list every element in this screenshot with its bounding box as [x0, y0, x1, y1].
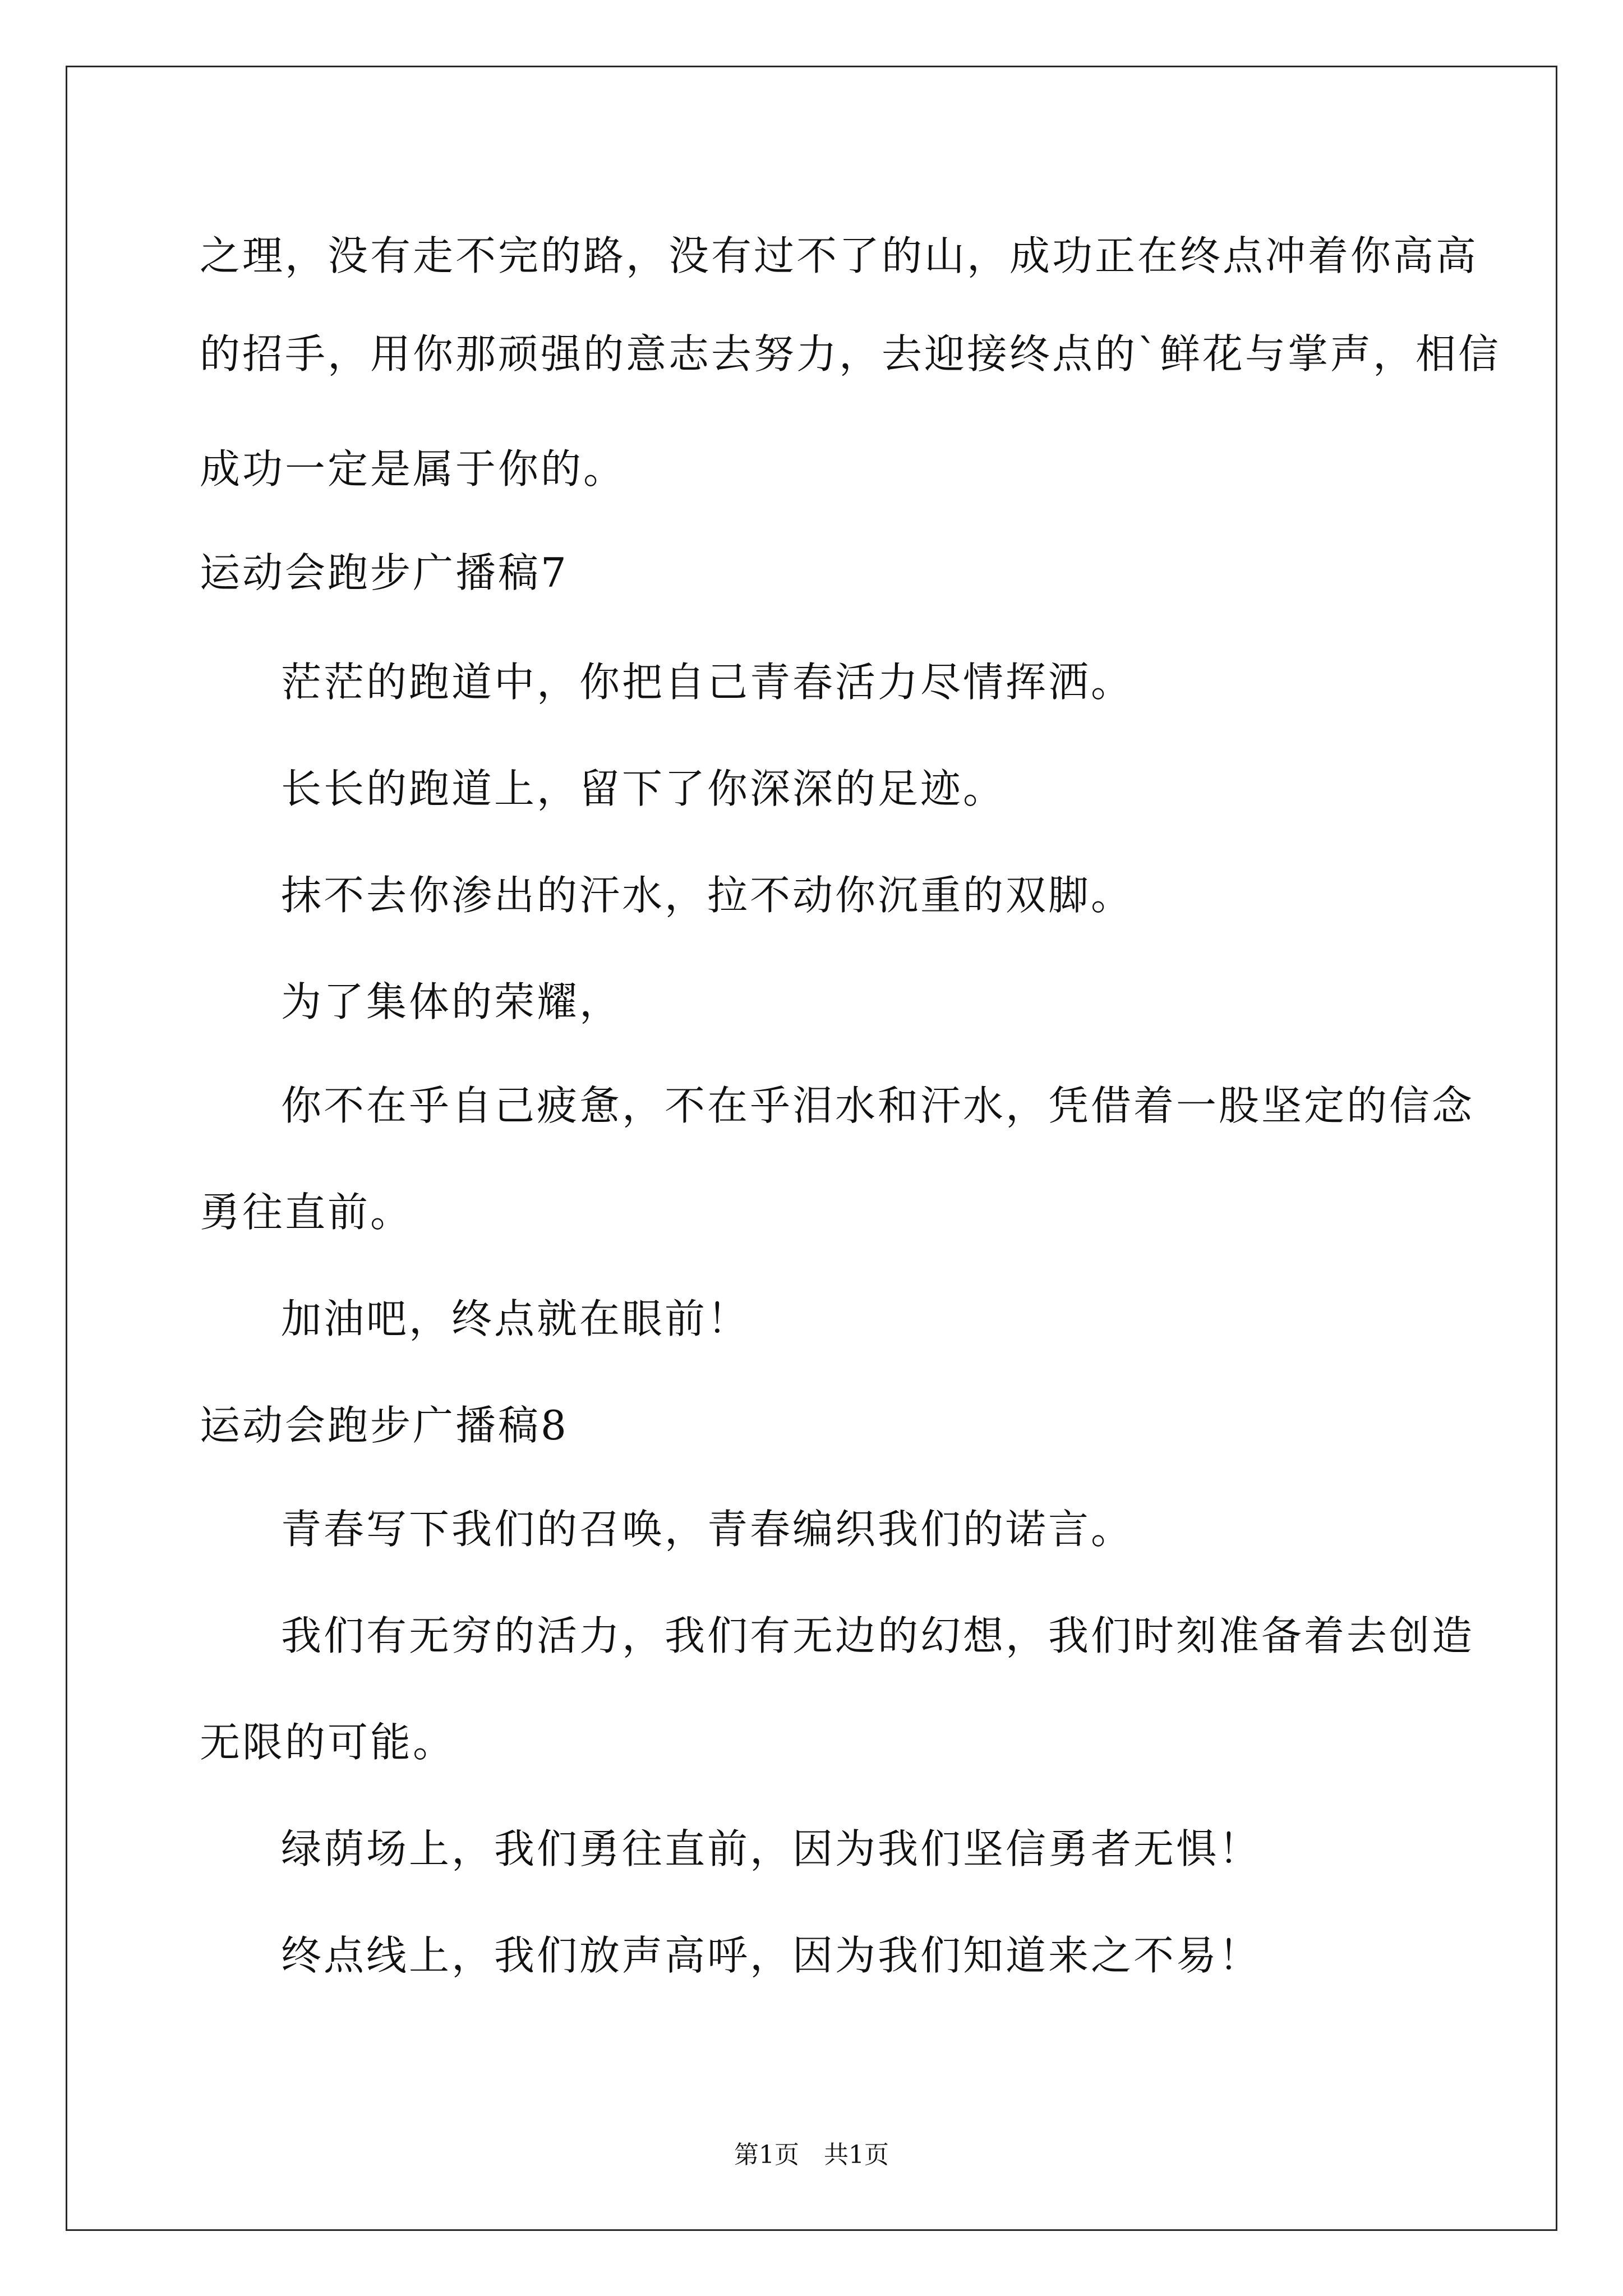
paragraph-line: 成功一定是属于你的。: [200, 445, 626, 493]
paragraph-line: 勇往直前。: [200, 1189, 413, 1236]
paragraph-line: 的招手，用你那顽强的意志去努力，去迎接终点的`鲜花与掌声，相信: [200, 330, 1501, 378]
section-heading: 运动会跑步广播稿8: [200, 1402, 569, 1449]
paragraph-line: 绿荫场上，我们勇往直前，因为我们坚信勇者无惧！: [281, 1825, 1262, 1872]
page-footer: 第1页 共1页: [734, 2141, 889, 2169]
paragraph-line: 无限的可能。: [200, 1719, 456, 1766]
paragraph-line: 加油吧，终点就在眼前！: [281, 1295, 750, 1342]
paragraph-line: 茫茫的跑道中，你把自己青春活力尽情挥洒。: [281, 659, 1134, 706]
paragraph-line: 青春写下我们的召唤，青春编织我们的诺言。: [281, 1506, 1134, 1553]
paragraph-line: 长长的跑道上，留下了你深深的足迹。: [281, 765, 1006, 812]
paragraph-line: 你不在乎自己疲惫，不在乎泪水和汗水，凭借着一股坚定的信念: [281, 1082, 1475, 1129]
paragraph-line: 抹不去你渗出的汗水，拉不动你沉重的双脚。: [281, 872, 1134, 919]
paragraph-line: 为了集体的荣耀，: [281, 978, 623, 1025]
paragraph-line: 终点线上，我们放声高呼，因为我们知道来之不易！: [281, 1932, 1262, 1979]
section-heading: 运动会跑步广播稿7: [200, 549, 569, 596]
paragraph-line: 之理，没有走不完的路，没有过不了的山，成功正在终点冲着你高高: [200, 232, 1479, 279]
paragraph-line: 我们有无穷的活力，我们有无边的幻想，我们时刻准备着去创造: [281, 1612, 1475, 1659]
page-border: [66, 66, 1557, 2231]
